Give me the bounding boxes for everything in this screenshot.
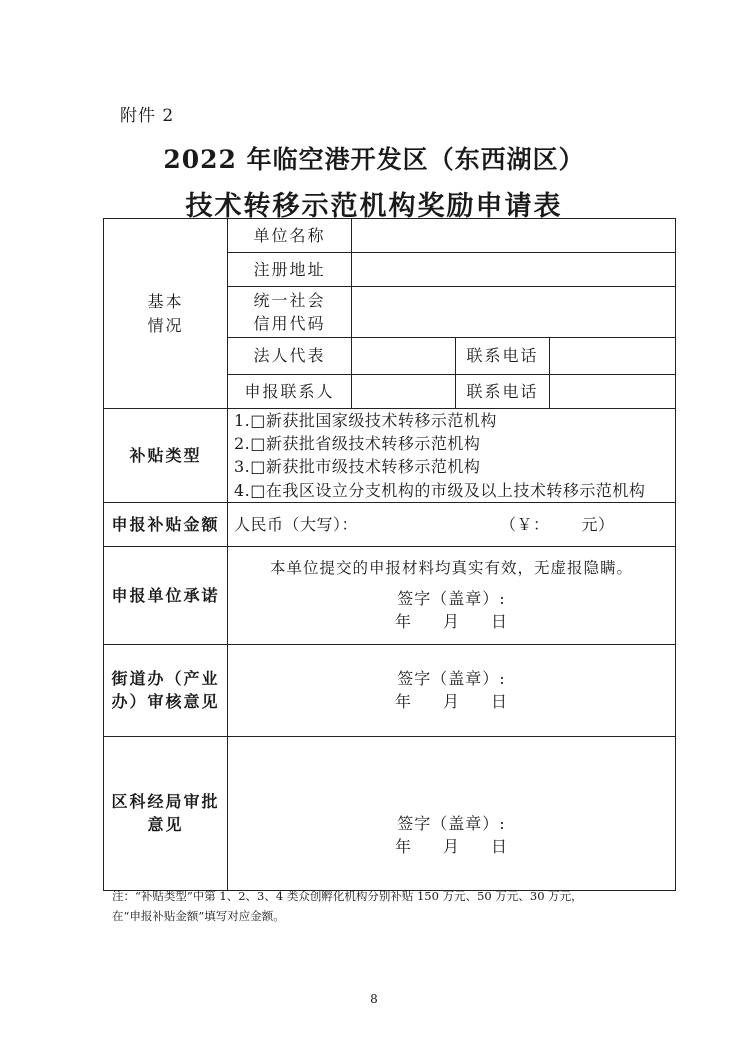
street-review-label [104,644,228,736]
address-label: 注册地址 [228,253,352,287]
page-title-line2: 技术转移示范机构奖励申请表 [185,191,563,222]
bureau-approval-date-day: 日 [490,837,508,857]
credit-code-label-line2: 信用代码 [253,314,326,333]
commitment-signature[interactable]: 签字（盖章）: [397,589,506,609]
amount-rmb-text: 人民币（大写）： [234,514,359,534]
commitment-date [228,610,675,633]
bureau-approval-cell [228,736,676,890]
subsidy-option-2[interactable]: 2.□新获批省级技术转移示范机构 [234,434,481,454]
footnote [112,886,672,926]
street-review-date-year: 年 [394,692,412,712]
commitment-cell [228,546,676,644]
bureau-approval-label-line2: 意见 [147,815,184,835]
street-review-label-line2: 办）审核意见 [111,692,220,712]
subsidy-amount-label: 申报补贴金额 [104,502,228,546]
street-review-date [228,690,675,713]
amount-yen-text: （￥： [500,514,550,534]
bureau-approval-date-month: 月 [442,837,460,857]
bureau-approval-label-line1: 区科经局审批 [111,792,220,812]
street-review-cell [228,644,676,736]
unit-name-label: 单位名称 [228,219,352,253]
credit-code-label-line1: 统一社会 [253,290,326,310]
footnote-line1: 注：“补贴类型”中第 1、2、3、4 类众创孵化机构分别补贴 150 万元、50 万元、30 万元， [112,889,583,903]
street-review-date-month: 月 [442,692,460,712]
contact-person-label: 申报联系人 [228,375,352,409]
contact-person-field[interactable] [352,375,456,409]
basic-info-label-line2: 情况 [147,315,184,335]
street-review-signature[interactable]: 签字（盖章）: [397,669,506,689]
basic-info-label-line1: 基本 [147,292,184,312]
commitment-statement: 本单位提交的申报材料均真实有效，无虚报隐瞒。 [270,558,634,577]
street-review-date-day: 日 [490,692,508,712]
unit-name-field[interactable] [352,219,676,253]
page-number: 8 [370,992,378,1006]
amount-yuan-text: 元） [581,514,615,534]
application-form-table [103,218,676,891]
subsidy-amount-field[interactable] [228,502,676,546]
commitment-date-year: 年 [394,612,412,632]
subsidy-type-label: 补贴类型 [104,409,228,503]
phone-label-1: 联系电话 [456,338,550,375]
bureau-approval-date-year: 年 [394,837,412,857]
bureau-approval-label [104,736,228,890]
legal-rep-label: 法人代表 [228,338,352,375]
attachment-label: 附件 2 [120,106,175,126]
commitment-label: 申报单位承诺 [104,546,228,644]
phone-label-2: 联系电话 [456,375,550,409]
subsidy-option-1[interactable]: 1.□新获批国家级技术转移示范机构 [234,411,497,430]
credit-code-field[interactable] [352,287,676,338]
phone-field-1[interactable] [550,338,676,375]
page-title-line1: 2022 年临空港开发区（东西湖区） [163,145,585,174]
subsidy-option-4[interactable]: 4.□在我区设立分支机构的市级及以上技术转移示范机构 [234,480,646,500]
commitment-date-month: 月 [442,612,460,632]
phone-field-2[interactable] [550,375,676,409]
credit-code-label [228,287,352,338]
bureau-approval-date [228,835,675,858]
address-field[interactable] [352,253,676,287]
street-review-label-line1: 街道办（产业 [111,669,220,689]
basic-info-label-cell [104,219,228,409]
legal-rep-field[interactable] [352,338,456,375]
bureau-approval-signature[interactable]: 签字（盖章）: [397,814,506,834]
commitment-date-day: 日 [490,612,508,632]
subsidy-option-3[interactable]: 3.□新获批市级技术转移示范机构 [234,457,481,477]
footnote-line2: 在“申报补贴金额”填写对应金额。 [112,909,285,923]
subsidy-type-options [228,409,676,503]
